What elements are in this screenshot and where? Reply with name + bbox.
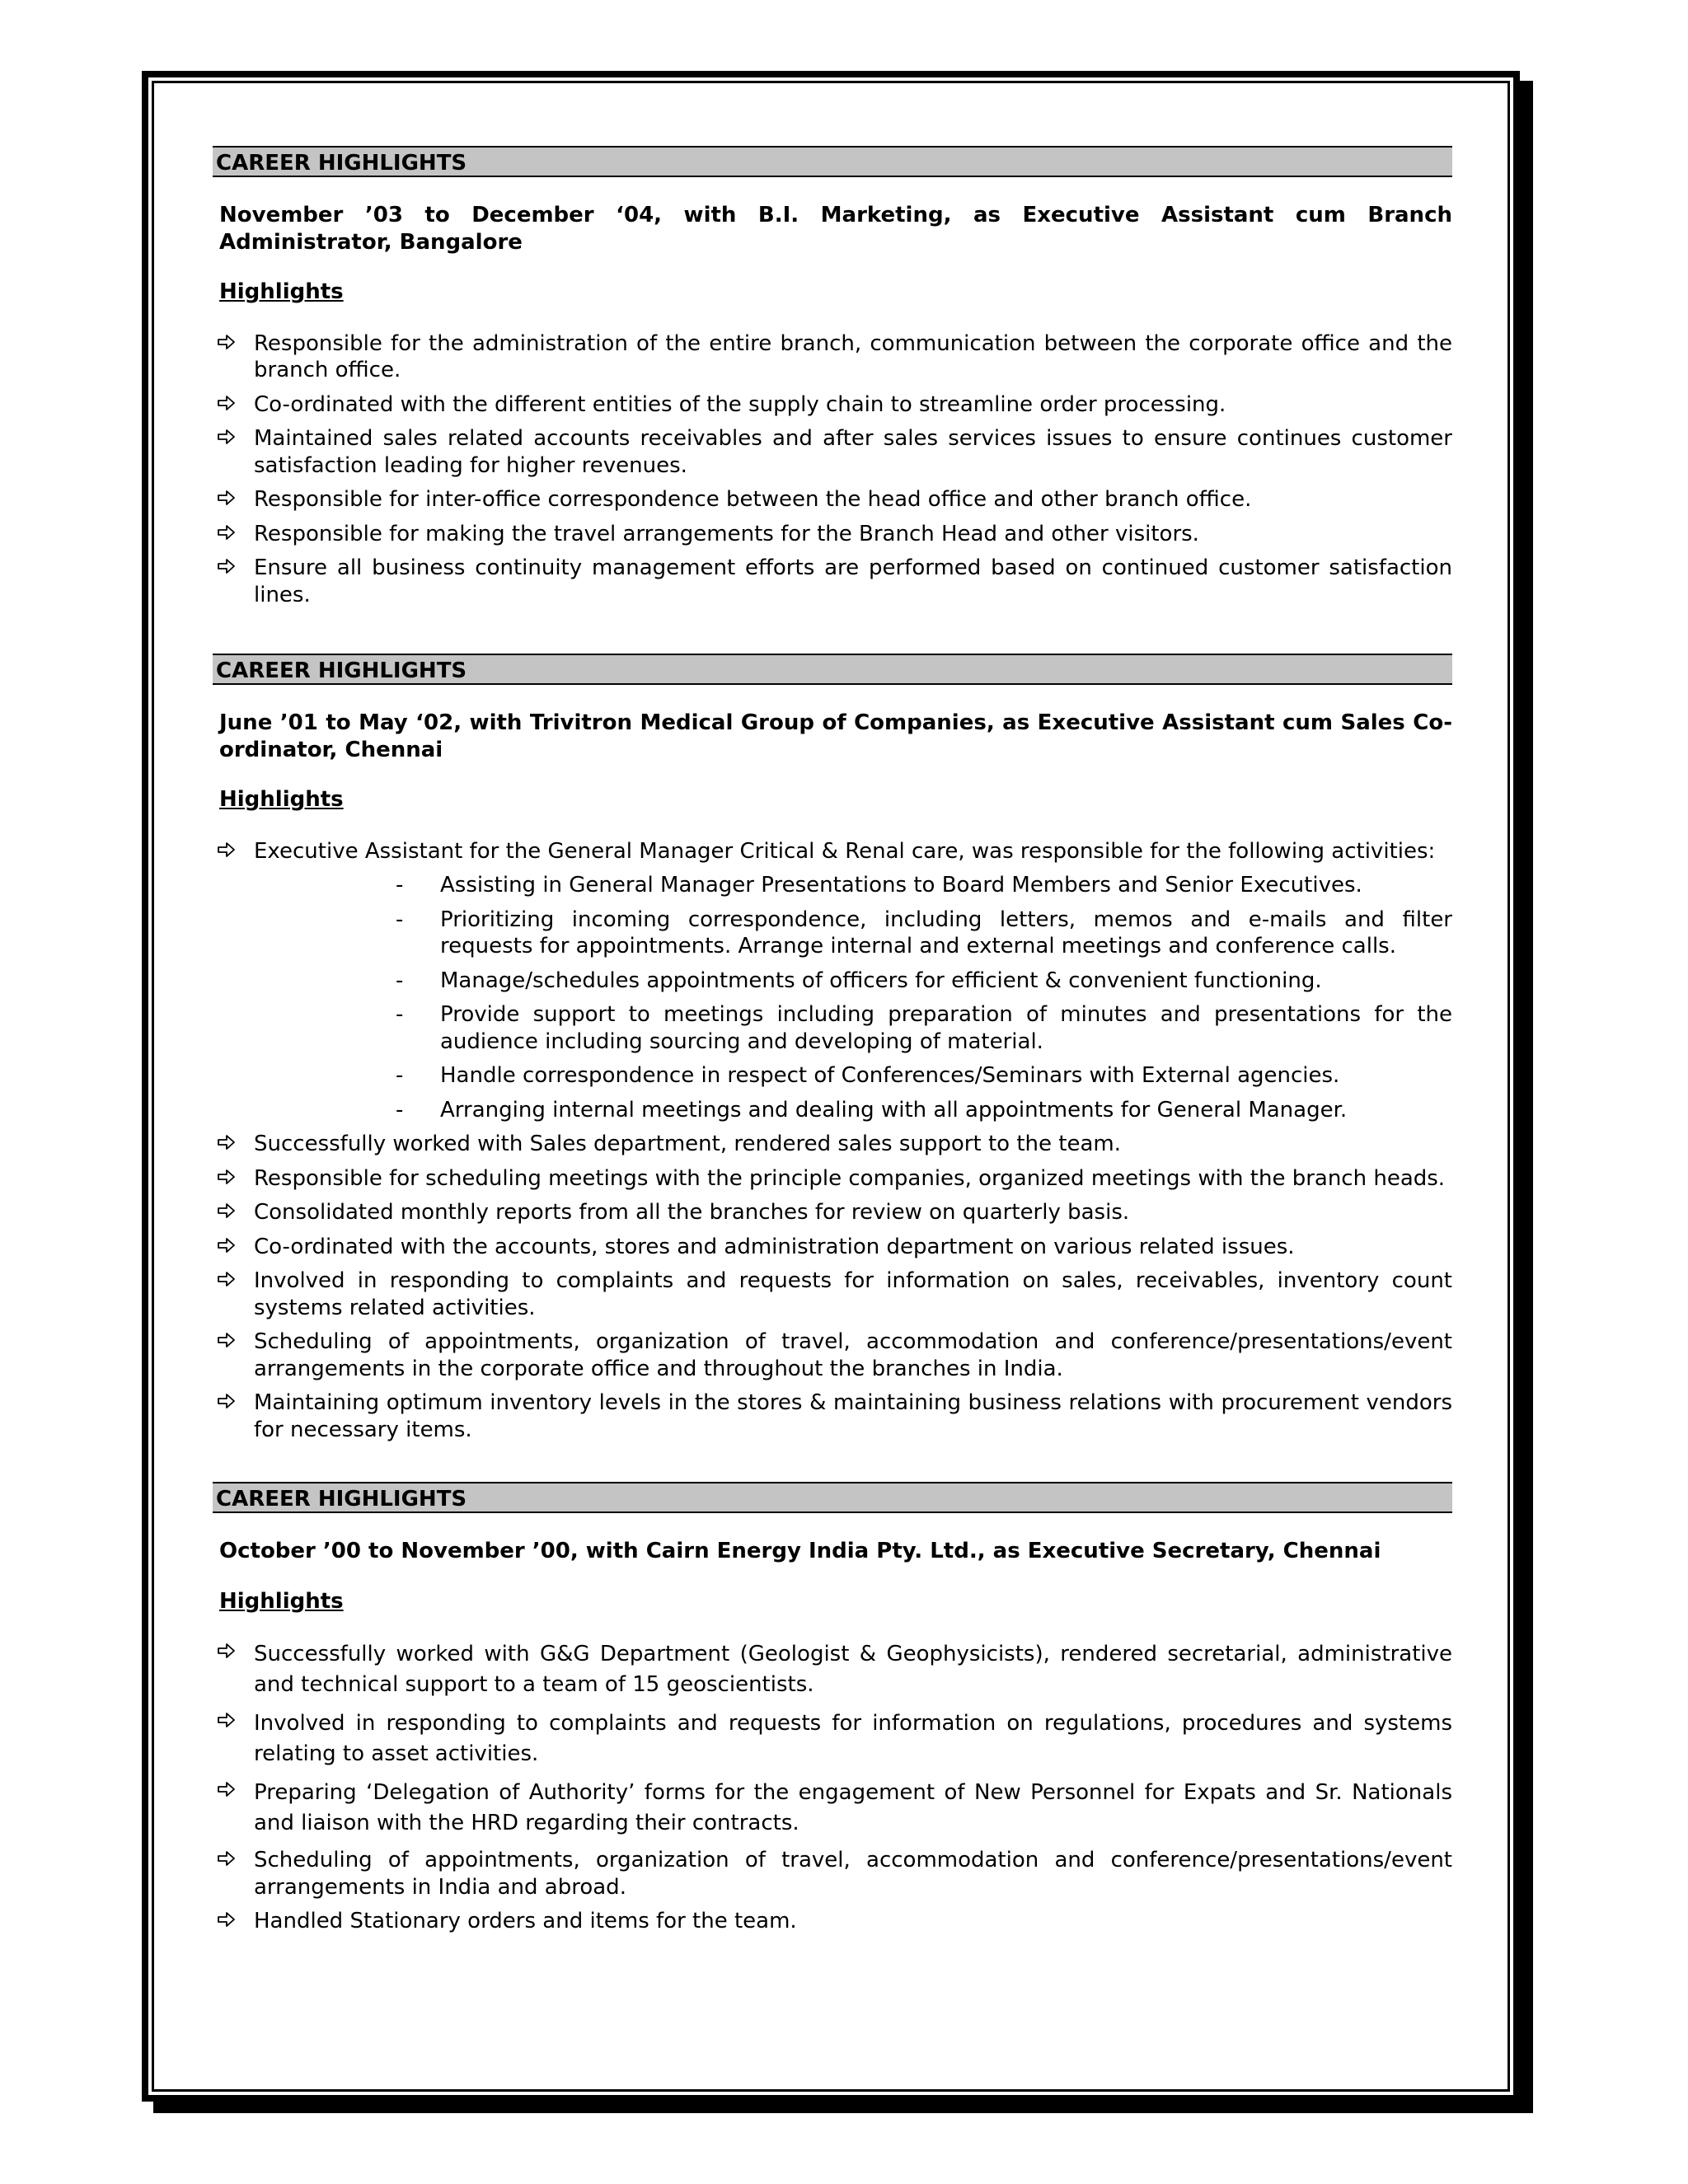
highlights-label: Highlights <box>219 1588 344 1614</box>
list-item <box>216 1708 1452 1769</box>
right-arrow-outline-icon <box>216 1390 237 1412</box>
bullet-text: Successfully worked with G&G Department (Geologist & Geophysicists), rendered secretarial, administrative and technical support to a team of 15 geoscientists. <box>254 1642 1452 1697</box>
dash-marker: - <box>396 907 404 932</box>
list-item <box>216 555 1452 608</box>
role-title: June ’01 to May ‘02, with Trivitron Medical Group of Companies, as Executive Assistant cum Sales Co-ordinator, Chennai <box>219 710 1452 762</box>
dash-marker: - <box>396 873 404 898</box>
sub-list-item <box>254 1097 1452 1124</box>
section-header: CAREER HIGHLIGHTS <box>213 654 1452 685</box>
bullet-text: Preparing ‘Delegation of Authority’ forms for the engagement of New Personnel for Expats and Sr. Nationals and liaison with the HRD regarding their contracts. <box>254 1780 1452 1835</box>
bullet-text: Responsible for the administration of the entire branch, communication between the corporate office and the branch office. <box>254 330 1452 382</box>
sub-item-text: Provide support to meetings including preparation of minutes and presentations for the audience including sourcing and developing of material. <box>440 1002 1452 1054</box>
list-item <box>216 1165 1452 1193</box>
right-arrow-outline-icon <box>216 522 237 543</box>
dash-marker: - <box>396 1097 404 1122</box>
sub-item-text: Manage/schedules appointments of officers for efficient & convenient functioning. <box>440 968 1322 993</box>
bullet-text: Responsible for inter-office correspondence between the head office and other branch office. <box>254 487 1252 512</box>
list-item <box>216 1908 1452 1935</box>
bullet-text: Co-ordinated with the accounts, stores and administration department on various related issues. <box>254 1234 1295 1259</box>
section-header: CAREER HIGHLIGHTS <box>213 1482 1452 1513</box>
sub-item-text: Assisting in General Manager Presentations to Board Members and Senior Executives. <box>440 873 1362 898</box>
bullet-text: Maintaining optimum inventory levels in the stores & maintaining business relations with procurement vendors for necessary items. <box>254 1390 1452 1442</box>
bullet-text: Involved in responding to complaints and requests for information on sales, receivables, inventory count systems related activities. <box>254 1268 1452 1320</box>
list-item <box>216 330 1452 384</box>
dash-marker: - <box>396 968 404 993</box>
list-item <box>216 1639 1452 1700</box>
list-item <box>216 1390 1452 1443</box>
bullet-list <box>216 330 1452 609</box>
bullet-text: Maintained sales related accounts receivables and after sales services issues to ensure continues customer satisfaction leading for higher revenues. <box>254 426 1452 478</box>
bullet-text: Co-ordinated with the different entities of the supply chain to streamline order processing. <box>254 391 1226 417</box>
right-arrow-outline-icon <box>216 1640 237 1661</box>
bullet-text: Involved in responding to complaints and requests for information on regulations, procedures and systems relating to asset activities. <box>254 1711 1452 1766</box>
right-arrow-outline-icon <box>216 1166 237 1188</box>
bullet-text: Scheduling of appointments, organization of travel, accommodation and conference/presentations/event arrangements in India and abroad. <box>254 1848 1452 1900</box>
right-arrow-outline-icon <box>216 1329 237 1351</box>
sub-list <box>254 872 1452 1123</box>
sub-list-item <box>254 872 1452 899</box>
career-section-1 <box>216 146 1452 608</box>
role-title: November ’03 to December ‘04, with B.I. Marketing, as Executive Assistant cum Branch Administrator, Bangalore <box>219 203 1452 255</box>
right-arrow-outline-icon <box>216 1268 237 1290</box>
right-arrow-outline-icon <box>216 1132 237 1153</box>
bullet-list <box>216 1639 1452 1935</box>
resume-content <box>216 146 1452 1943</box>
right-arrow-outline-icon <box>216 331 237 353</box>
list-item <box>216 425 1452 479</box>
bullet-text: Responsible for making the travel arrangements for the Branch Head and other visitors. <box>254 521 1199 546</box>
list-item <box>216 838 1452 1124</box>
bullet-text: Scheduling of appointments, organization of travel, accommodation and conference/presentations/event arrangements in the corporate office and throughout the branches in India. <box>254 1329 1452 1381</box>
sub-list-item <box>254 1001 1452 1055</box>
sub-list-item <box>254 907 1452 960</box>
list-item <box>216 521 1452 548</box>
right-arrow-outline-icon <box>216 1779 237 1800</box>
dash-marker: - <box>396 1002 404 1027</box>
section-spacer <box>216 616 1452 654</box>
highlights-label: Highlights <box>219 279 344 304</box>
sub-list-item <box>254 1062 1452 1090</box>
section-header: CAREER HIGHLIGHTS <box>213 146 1452 177</box>
bullet-text: Successfully worked with Sales department, rendered sales support to the team. <box>254 1132 1121 1156</box>
right-arrow-outline-icon <box>216 555 237 577</box>
right-arrow-outline-icon <box>216 1709 237 1731</box>
bullet-text: Ensure all business continuity management efforts are performed based on continued customer satisfaction lines. <box>254 555 1452 607</box>
sub-item-text: Arranging internal meetings and dealing with all appointments for General Manager. <box>440 1097 1348 1122</box>
list-item <box>216 1847 1452 1900</box>
right-arrow-outline-icon <box>216 1909 237 1930</box>
list-item <box>216 486 1452 513</box>
list-item <box>216 1131 1452 1158</box>
section-spacer <box>216 1451 1452 1482</box>
right-arrow-outline-icon <box>216 392 237 414</box>
right-arrow-outline-icon <box>216 426 237 448</box>
list-item <box>216 1199 1452 1226</box>
list-item <box>216 1778 1452 1839</box>
bullet-text: Responsible for scheduling meetings with the principle companies, organized meetings with the branch heads. <box>254 1165 1446 1191</box>
sub-item-text: Handle correspondence in respect of Conferences/Seminars with External agencies. <box>440 1063 1340 1088</box>
list-item <box>216 391 1452 419</box>
career-section-3 <box>216 1482 1452 1935</box>
highlights-label: Highlights <box>219 787 344 812</box>
role-title: October ’00 to November ’00, with Cairn Energy India Pty. Ltd., as Executive Secretary, Chennai <box>219 1539 1381 1563</box>
sub-item-text: Prioritizing incoming correspondence, including letters, memos and e-mails and filter requests for appointments. Arrange internal and external meetings and conference calls. <box>440 907 1452 958</box>
bullet-text: Executive Assistant for the General Manager Critical & Renal care, was responsible for the following activities: <box>254 838 1436 864</box>
right-arrow-outline-icon <box>216 1235 237 1256</box>
list-item <box>216 1329 1452 1382</box>
bullet-text: Consolidated monthly reports from all the branches for review on quarterly basis. <box>254 1200 1130 1225</box>
bullet-text: Handled Stationary orders and items for the team. <box>254 1909 797 1933</box>
right-arrow-outline-icon <box>216 487 237 509</box>
right-arrow-outline-icon <box>216 1848 237 1869</box>
dash-marker: - <box>396 1063 404 1088</box>
sub-list-item <box>254 968 1452 995</box>
list-item <box>216 1234 1452 1261</box>
list-item <box>216 1268 1452 1321</box>
right-arrow-outline-icon <box>216 839 237 860</box>
bullet-list <box>216 838 1452 1444</box>
career-section-2 <box>216 654 1452 1443</box>
right-arrow-outline-icon <box>216 1200 237 1221</box>
